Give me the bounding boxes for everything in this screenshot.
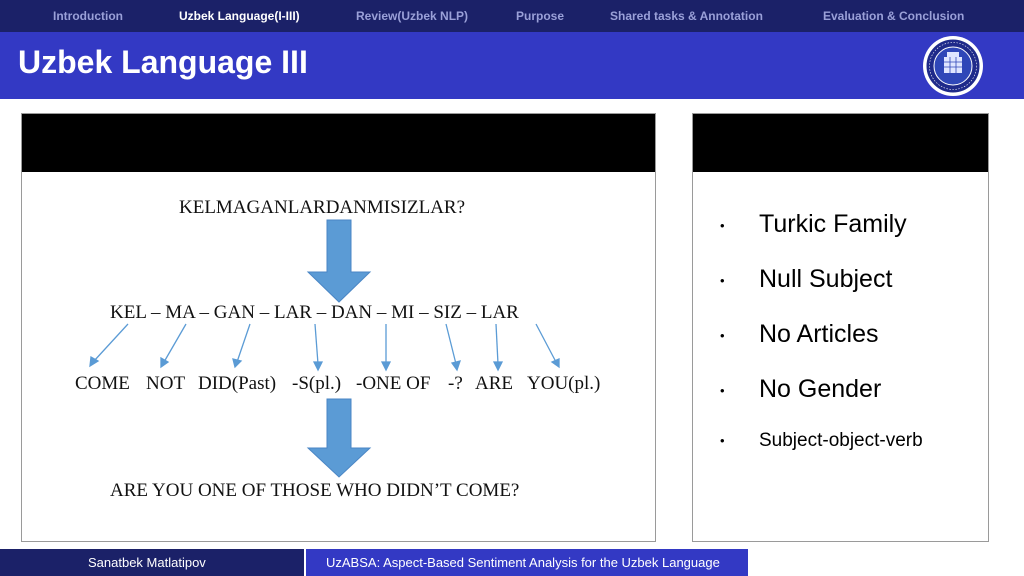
bullet-icon: • [720, 433, 725, 448]
feature-text: No Articles [759, 320, 879, 348]
gloss-6: ARE [475, 373, 513, 394]
top-navigation [0, 0, 1024, 32]
bullet-icon: • [720, 218, 725, 233]
feature-text: Subject-object-verb [759, 430, 923, 451]
nav-item-uzbek-language[interactable]: Uzbek Language(I-III) [179, 9, 300, 23]
features-panel [692, 113, 989, 542]
footer-author: Sanatbek Matlatipov [88, 555, 206, 570]
nav-item-purpose[interactable]: Purpose [516, 9, 565, 23]
nav-item-shared-tasks[interactable]: Shared tasks & Annotation [610, 9, 763, 23]
nav-item-introduction[interactable]: Introduction [53, 9, 123, 23]
gloss-pointers [90, 324, 559, 370]
down-arrow-1 [308, 220, 370, 302]
uzbek-word: KELMAGANLARDANMISIZLAR? [179, 197, 466, 218]
bullet-icon: • [720, 383, 725, 398]
morphology-diagram [22, 114, 656, 542]
feature-text: No Gender [759, 375, 882, 403]
gloss-2: DID(Past) [198, 373, 277, 394]
morpheme-segments: KEL – MA – GAN – LAR – DAN – MI – SIZ – LAR [110, 302, 519, 323]
footer-author-box [0, 549, 304, 576]
feature-text: Turkic Family [759, 210, 907, 238]
title-bar [0, 32, 1024, 99]
slide-title: Uzbek Language III [18, 44, 308, 80]
university-seal-logo [922, 35, 984, 97]
gloss-0: COME [75, 373, 130, 394]
bullet-icon: • [720, 328, 725, 343]
gloss-4: -ONE OF [356, 373, 431, 394]
gloss-1: NOT [146, 373, 186, 394]
features-panel-header [693, 114, 988, 172]
feature-text: Null Subject [759, 265, 893, 293]
nav-item-evaluation[interactable]: Evaluation & Conclusion [823, 9, 965, 23]
morphology-panel [21, 113, 656, 542]
gloss-5: -? [448, 373, 463, 394]
bullet-icon: • [720, 273, 725, 288]
footer-talk-title: UzABSA: Aspect-Based Sentiment Analysis for the Uzbek Language [326, 555, 720, 570]
gloss-3: -S(pl.) [292, 373, 342, 394]
down-arrow-2 [308, 399, 370, 477]
gloss-7: YOU(pl.) [527, 373, 601, 394]
nav-item-review[interactable]: Review(Uzbek NLP) [356, 9, 469, 23]
footer [0, 549, 1024, 576]
english-translation: ARE YOU ONE OF THOSE WHO DIDN’T COME? [110, 480, 520, 501]
footer-title-box [306, 549, 748, 576]
